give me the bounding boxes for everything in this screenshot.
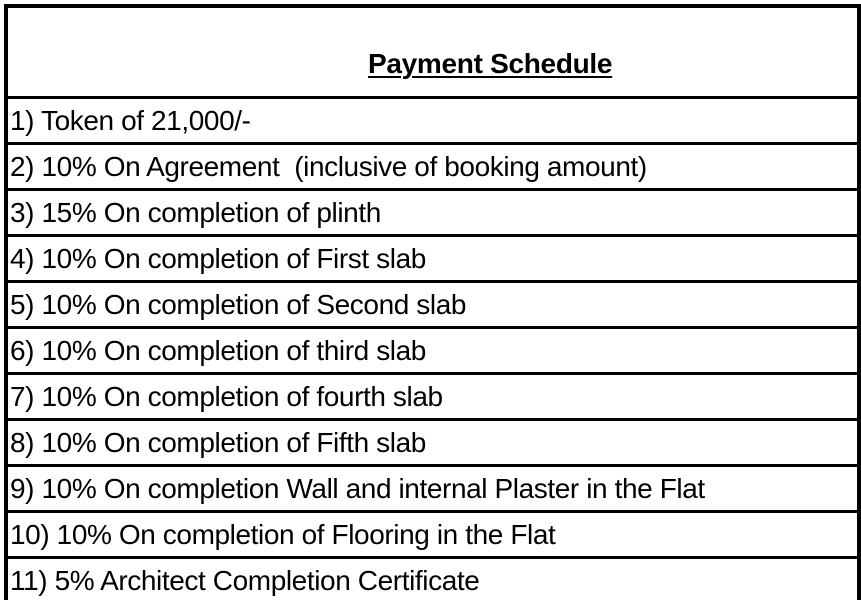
table-row: 1) Token of 21,000/- [8, 99, 857, 145]
table-title: Payment Schedule [368, 48, 613, 79]
table-row: 4) 10% On completion of First slab [8, 237, 857, 283]
table-row: 9) 10% On completion Wall and internal Plaster in the Flat [8, 467, 857, 513]
table-header-row [8, 8, 857, 99]
table-row: 6) 10% On completion of third slab [8, 329, 857, 375]
table-row: 7) 10% On completion of fourth slab [8, 375, 857, 421]
table-row: 3) 15% On completion of plinth [8, 191, 857, 237]
table-row: 8) 10% On completion of Fifth slab [8, 421, 857, 467]
table-row: 5) 10% On completion of Second slab [8, 283, 857, 329]
payment-schedule-table [4, 4, 861, 600]
table-row: 2) 10% On Agreement (inclusive of booking amount) [8, 145, 857, 191]
table-row: 10) 10% On completion of Flooring in the Flat [8, 513, 857, 559]
table-row: 11) 5% Architect Completion Certificate [10, 565, 480, 596]
